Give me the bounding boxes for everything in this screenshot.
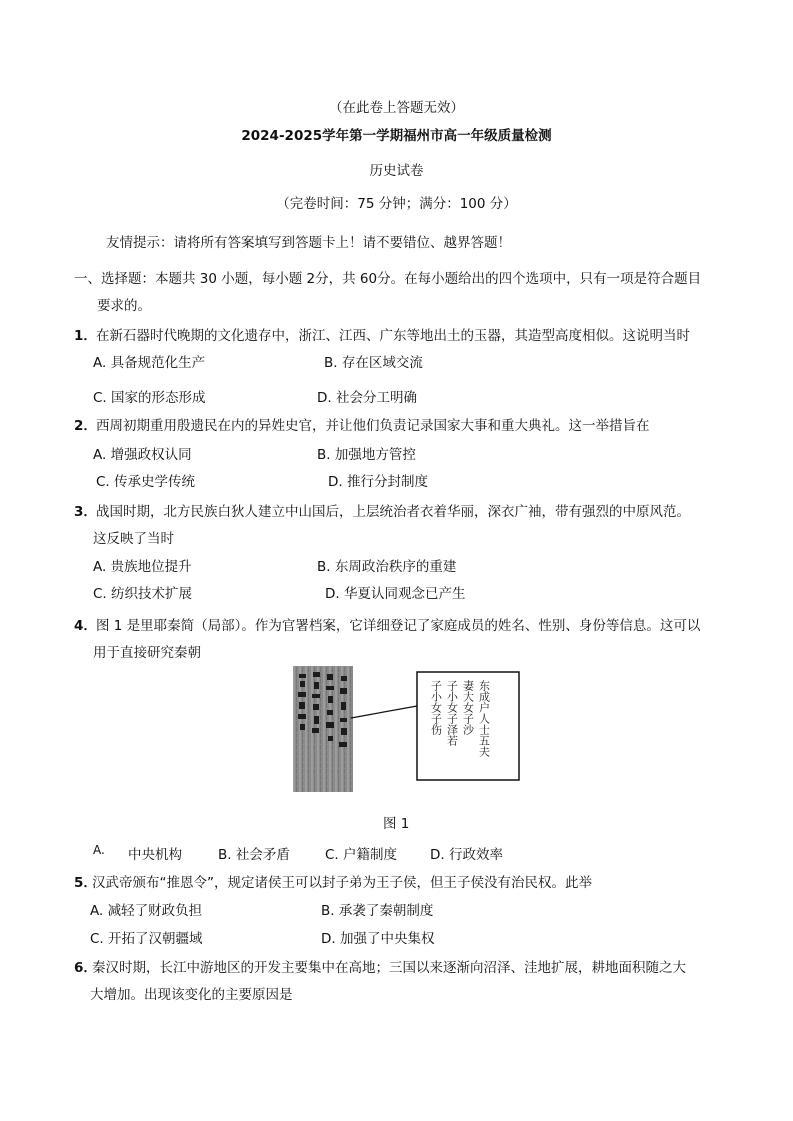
tip-line: 友情提示：请将所有答案填写到答题卡上！请不要错位、越界答题！ <box>106 235 511 251</box>
question-stem: 秦汉时期，长江中游地区的开发主要集中在高地；三国以来逐渐向沼泽、洼地扩展，耕地面积随之大 <box>92 960 686 976</box>
question-number: 5． <box>74 875 97 891</box>
subject-title: 历史试卷 <box>369 163 424 179</box>
transcription-col-4: 子小女子伤 <box>429 680 443 735</box>
option-c: C. 户籍制度 <box>325 847 398 863</box>
question-stem-continued: 这反映了当时 <box>93 531 174 547</box>
option-a-letter: A. <box>93 843 105 857</box>
option-c: C. 纺织技术扩展 <box>93 586 193 602</box>
option-b: B. 东周政治秩序的重建 <box>317 559 457 575</box>
option-a: A. 增强政权认同 <box>93 447 192 463</box>
option-a: A. 贵族地位提升 <box>93 559 192 575</box>
exam-title: 2024-2025学年第一学期福州市高一年级质量检测 <box>241 128 552 144</box>
section-heading-line2: 要求的。 <box>97 298 151 314</box>
figure-svg <box>293 666 521 794</box>
question-stem: 汉武帝颁布“推恩令”，规定诸侯王可以封子弟为王子侯，但王子侯没有治民权。此举 <box>92 875 592 891</box>
option-a: A. 减轻了财政负担 <box>90 903 203 919</box>
question-stem: 图 1 是里耶秦简（局部）。作为官署档案，它详细登记了家庭成员的姓名、性别、身份等信息。这可以 <box>96 618 701 634</box>
option-c: C. 国家的形态形成 <box>93 390 206 406</box>
option-d: D. 推行分封制度 <box>328 474 428 490</box>
figure-caption: 图 1 <box>383 816 410 832</box>
option-d: D. 社会分工明确 <box>317 390 417 406</box>
option-c: C. 传承史学传统 <box>96 474 196 490</box>
question-stem-continued: 大增加。出现该变化的主要原因是 <box>90 987 293 1003</box>
question-number: 4． <box>74 618 97 634</box>
question-number: 2． <box>74 418 97 434</box>
figure-liye-slip <box>293 666 521 794</box>
question-stem-continued: 用于直接研究秦朝 <box>93 645 201 661</box>
option-b: B. 社会矛盾 <box>218 847 290 863</box>
section-heading-line1: 一、选择题：本题共 30 小题，每小题 2分，共 60分。在每小题给出的四个选项中，只有一项是符合题目 <box>74 271 702 287</box>
question-stem: 西周初期重用殷遗民在内的异姓史官，并让他们负责记录国家大事和重大典礼。这一举措旨在 <box>96 418 650 434</box>
question-number: 1． <box>74 328 97 344</box>
option-b: B. 加强地方管控 <box>317 447 416 463</box>
option-a-text: 中央机构 <box>128 847 182 863</box>
question-stem: 在新石器时代晚期的文化遗存中，浙江、江西、广东等地出土的玉器，其造型高度相似。这说明当时 <box>96 328 690 344</box>
connector-line <box>351 706 417 718</box>
question-stem: 战国时期，北方民族白狄人建立中山国后，上层统治者衣着华丽，深衣广袖，带有强烈的中原风范。 <box>96 504 690 520</box>
time-score-line: （完卷时间：75 分钟；满分：100 分） <box>276 196 517 212</box>
option-c: C. 开拓了汉朝疆域 <box>90 931 203 947</box>
transcription-col-1: 东成户人士五夫 <box>477 680 491 757</box>
transcription-col-3: 子小女子泽若 <box>445 680 459 746</box>
question-number: 3． <box>74 504 97 520</box>
option-d: D. 行政效率 <box>430 847 503 863</box>
notice-line: （在此卷上答题无效） <box>329 100 464 116</box>
question-number: 6． <box>74 960 97 976</box>
option-a: A. 具备规范化生产 <box>93 355 206 371</box>
option-d: D. 华夏认同观念已产生 <box>325 586 466 602</box>
transcription-col-2: 妻大女子沙 <box>461 680 475 735</box>
option-b: B. 存在区域交流 <box>324 355 423 371</box>
option-b: B. 承袭了秦朝制度 <box>321 903 434 919</box>
option-d: D. 加强了中央集权 <box>321 931 435 947</box>
